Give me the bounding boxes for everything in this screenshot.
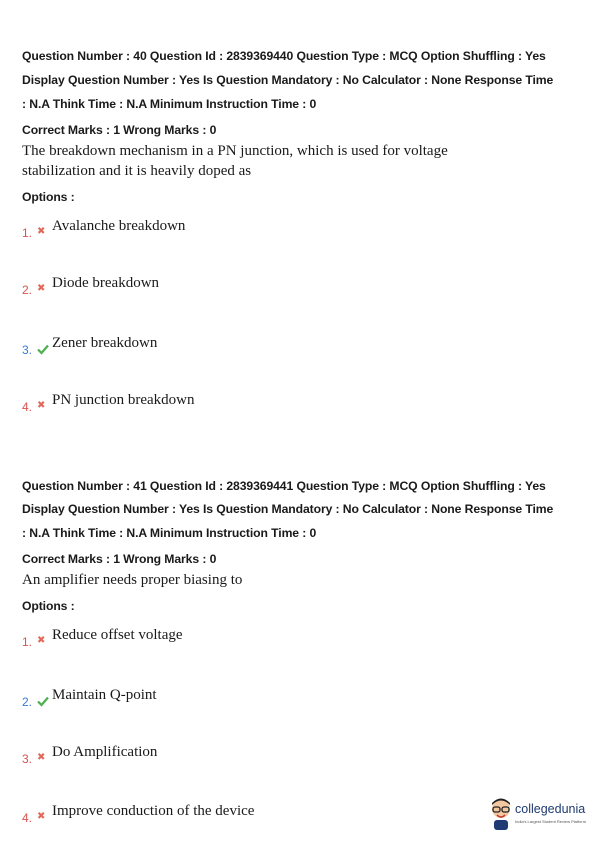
q41-meta-line1: Question Number : 41 Question Id : 2839369441 Question Type : MCQ Option Shuffling : Yes	[22, 479, 546, 493]
option-number: 2.	[22, 695, 33, 709]
collegedunia-logo-icon	[489, 795, 513, 831]
cross-icon: ✖	[37, 283, 46, 294]
option-number: 4.	[22, 400, 33, 414]
logo-tagline: India's Largest Student Review Platform	[515, 819, 587, 824]
option-number: 3.	[22, 752, 33, 766]
option-number: 4.	[22, 811, 33, 825]
q40-meta-line3: : N.A Think Time : N.A Minimum Instruction Time : 0	[22, 97, 317, 111]
check-icon	[37, 694, 49, 708]
q40-question-line1: The breakdown mechanism in a PN junction, which is used for voltage	[22, 143, 448, 159]
q41-meta-line2: Display Question Number : Yes Is Question Mandatory : No Calculator : None Response Time	[22, 502, 554, 516]
q40-meta-line1: Question Number : 40 Question Id : 2839369440 Question Type : MCQ Option Shuffling : Yes	[22, 49, 546, 63]
q40-meta-line2: Display Question Number : Yes Is Question Mandatory : No Calculator : None Response Time	[22, 73, 554, 87]
option-text: Improve conduction of the device	[52, 803, 255, 819]
q41-meta-line3: : N.A Think Time : N.A Minimum Instruction Time : 0	[22, 526, 317, 540]
option-number: 1.	[22, 635, 33, 649]
q41-marks: Correct Marks : 1 Wrong Marks : 0	[22, 552, 217, 566]
check-icon	[37, 342, 49, 356]
option-text: Diode breakdown	[52, 275, 160, 291]
option-text: Reduce offset voltage	[52, 627, 183, 643]
logo-wordmark: collegedunia	[515, 802, 586, 816]
option-text: Do Amplification	[52, 744, 158, 760]
option-text: Zener breakdown	[52, 335, 158, 351]
q40-options-label: Options :	[22, 190, 75, 204]
cross-icon: ✖	[37, 226, 46, 237]
q41-options-label: Options :	[22, 599, 75, 613]
q41-question-line1: An amplifier needs proper biasing to	[22, 572, 243, 588]
option-text: Maintain Q-point	[52, 687, 157, 703]
option-number: 1.	[22, 226, 33, 240]
cross-icon: ✖	[37, 752, 46, 763]
option-text: PN junction breakdown	[52, 392, 195, 408]
option-text: Avalanche breakdown	[52, 218, 186, 234]
cross-icon: ✖	[37, 400, 46, 411]
option-number: 3.	[22, 343, 33, 357]
q40-question-line2: stabilization and it is heavily doped as	[22, 163, 252, 179]
q40-marks: Correct Marks : 1 Wrong Marks : 0	[22, 123, 217, 137]
cross-icon: ✖	[37, 811, 46, 822]
cross-icon: ✖	[37, 635, 46, 646]
option-number: 2.	[22, 283, 33, 297]
